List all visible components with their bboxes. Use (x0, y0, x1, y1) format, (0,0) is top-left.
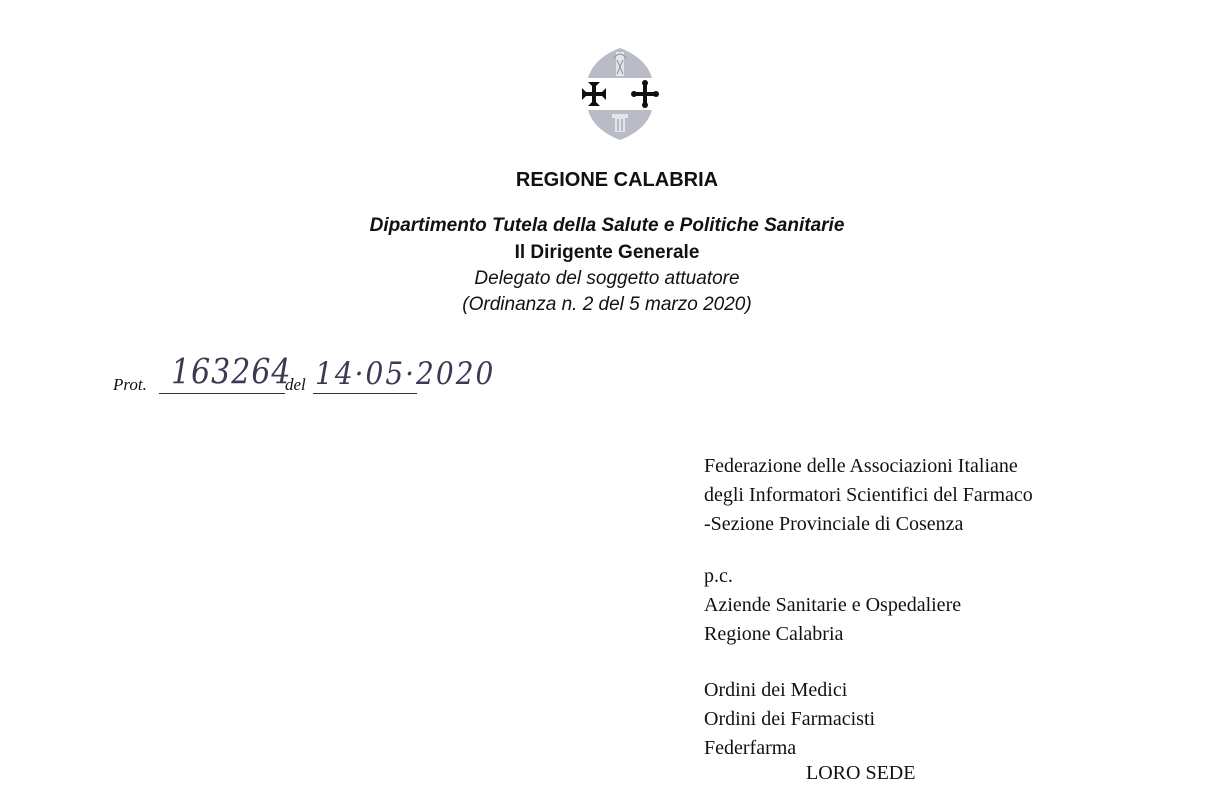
recipient-line: Federfarma (704, 737, 797, 759)
protocol-number: 163264 (171, 352, 292, 393)
protocol-number-underline (159, 393, 285, 394)
recipient-others-block (704, 676, 875, 763)
protocol-label: Prot. (113, 375, 147, 394)
recipient-line: Aziende Sanitarie e Ospedaliere (704, 594, 962, 616)
department-title: Dipartimento Tutela della Salute e Politiche Sanitarie (369, 215, 845, 236)
delegate-subtitle: Delegato del soggetto attuatore (474, 268, 740, 289)
director-title: Il Dirigente Generale (514, 242, 700, 263)
recipient-line: degli Informatori Scientifici del Farmaco (704, 484, 1033, 506)
regione-calabria-emblem-icon (574, 46, 666, 142)
recipient-line: Ordini dei Medici (704, 679, 848, 701)
recipient-line: Regione Calabria (704, 623, 844, 645)
recipient-line: p.c. (704, 565, 733, 587)
recipient-cc-block (704, 562, 961, 649)
protocol-del-label: del (285, 375, 306, 394)
protocol-line (113, 352, 533, 405)
ordinance-reference: (Ordinanza n. 2 del 5 marzo 2020) (462, 294, 752, 315)
recipient-line: -Sezione Provinciale di Cosenza (704, 513, 964, 535)
loro-sede-label: LORO SEDE (806, 762, 916, 784)
recipient-main-block (704, 452, 1033, 539)
protocol-date-underline (313, 393, 417, 394)
region-title: REGIONE CALABRIA (515, 169, 719, 191)
recipient-line: Ordini dei Farmacisti (704, 708, 876, 730)
protocol-date: 14·05·2020 (315, 355, 496, 392)
recipient-line: Federazione delle Associazioni Italiane (704, 455, 1018, 477)
